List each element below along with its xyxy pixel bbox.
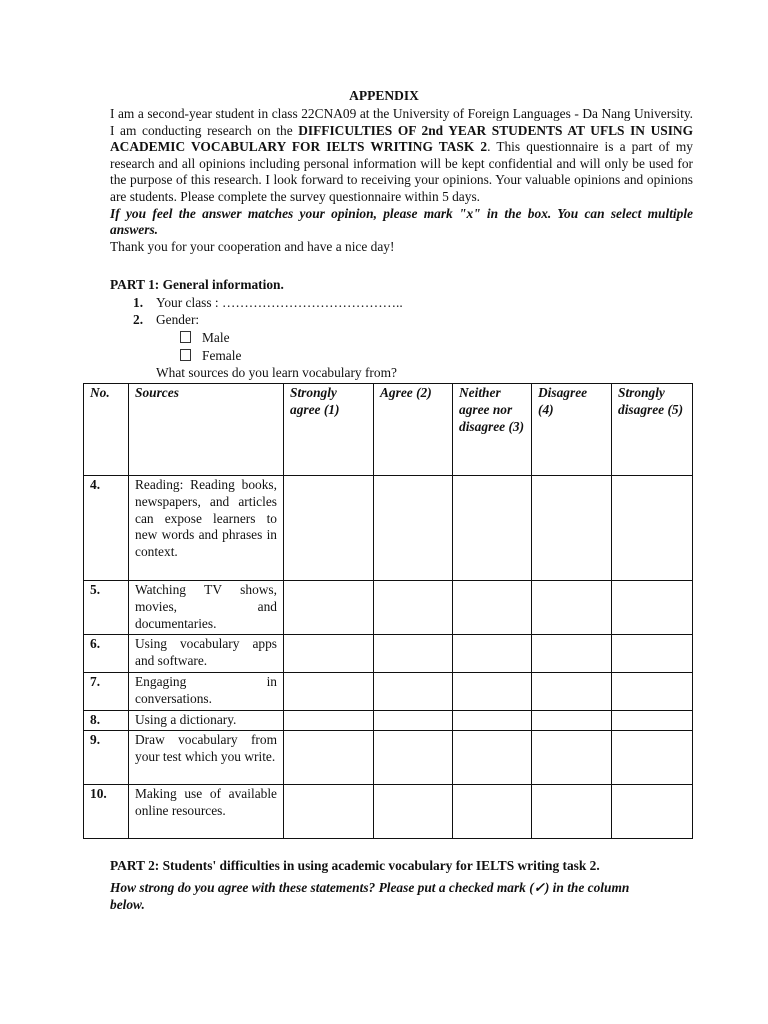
row-number: 9. <box>84 731 129 785</box>
row-source: Draw vocabulary from your test which you write. <box>129 731 284 785</box>
answer-cell[interactable] <box>374 476 453 581</box>
answer-cell[interactable] <box>612 635 693 673</box>
answer-cell[interactable] <box>612 785 693 839</box>
intro-section <box>110 106 693 255</box>
answer-cell[interactable] <box>612 711 693 731</box>
header-strongly-agree: Strongly agree (1) <box>284 384 374 476</box>
answer-cell[interactable] <box>532 581 612 635</box>
question-gender <box>133 312 199 329</box>
part2-heading: PART 2: Students' difficulties in using academic vocabulary for IELTS writing task 2. <box>110 858 600 873</box>
answer-cell[interactable] <box>284 731 374 785</box>
answer-cell[interactable] <box>453 673 532 711</box>
answer-cell[interactable] <box>453 581 532 635</box>
row-source: Engaging in conversations. <box>129 673 284 711</box>
answer-cell[interactable] <box>284 476 374 581</box>
answer-cell[interactable] <box>612 731 693 785</box>
part2-instruction: How strong do you agree with these statements? Please put a checked mark (✓) in the column below. <box>110 880 630 912</box>
table-row <box>84 731 693 785</box>
header-neither: Neither agree nor disagree (3) <box>453 384 532 476</box>
intro-paragraph <box>110 106 693 206</box>
answer-cell[interactable] <box>612 581 693 635</box>
answer-cell[interactable] <box>532 476 612 581</box>
intro-text-a: I am a second-year student in class 22CNA09 at the University of Foreign Languages - Da Nang University. I am conducting research on the <box>110 106 693 138</box>
answer-cell[interactable] <box>453 711 532 731</box>
table-row <box>84 635 693 673</box>
header-strongly-disagree: Strongly disagree (5) <box>612 384 693 476</box>
answer-cell[interactable] <box>453 635 532 673</box>
answer-cell[interactable] <box>374 785 453 839</box>
answer-cell[interactable] <box>374 673 453 711</box>
row-number: 8. <box>84 711 129 731</box>
table-row <box>84 476 693 581</box>
row-number: 7. <box>84 673 129 711</box>
gender-option-label: Female <box>202 348 242 363</box>
row-number: 10. <box>84 785 129 839</box>
table-row <box>84 673 693 711</box>
answer-cell[interactable] <box>532 785 612 839</box>
row-number: 4. <box>84 476 129 581</box>
row-source: Using a dictionary. <box>129 711 284 731</box>
answer-cell[interactable] <box>532 673 612 711</box>
question-class <box>133 295 403 312</box>
checkbox-icon[interactable] <box>180 349 191 361</box>
intro-thanks: Thank you for your cooperation and have a nice day! <box>110 238 395 254</box>
answer-cell[interactable] <box>532 731 612 785</box>
table-header-row <box>84 384 693 476</box>
answer-cell[interactable] <box>374 711 453 731</box>
question-number: 1. <box>133 295 144 310</box>
intro-text-b: . This questionnaire is a part of my research and all opinions including personal information will be kept confidential and will only be used for the purpose of this research. I look forward to receiving your opinions. Your valuable opinions and opinions are students. Please complete the survey questionnaire within 5 days. <box>110 139 693 204</box>
row-source: Reading: Reading books, newspapers, and articles can expose learners to new words and phrases in context. <box>129 476 284 581</box>
header-disagree: Disagree (4) <box>532 384 612 476</box>
answer-cell[interactable] <box>532 711 612 731</box>
answer-cell[interactable] <box>453 731 532 785</box>
header-no: No. <box>84 384 129 476</box>
question-sources: What sources do you learn vocabulary from? <box>156 365 397 380</box>
row-number: 6. <box>84 635 129 673</box>
answer-cell[interactable] <box>284 785 374 839</box>
question-gender-text: Gender: <box>156 312 200 327</box>
answer-cell[interactable] <box>284 711 374 731</box>
answer-cell[interactable] <box>374 581 453 635</box>
checkbox-icon[interactable] <box>180 331 191 343</box>
header-sources: Sources <box>129 384 284 476</box>
answer-cell[interactable] <box>612 673 693 711</box>
row-source: Making use of available online resources. <box>129 785 284 839</box>
answer-cell[interactable] <box>612 476 693 581</box>
sources-table <box>83 383 693 839</box>
answer-cell[interactable] <box>453 785 532 839</box>
question-number: 2. <box>133 312 144 327</box>
row-number: 5. <box>84 581 129 635</box>
answer-cell[interactable] <box>532 635 612 673</box>
table-row <box>84 711 693 731</box>
intro-instruction: If you feel the answer matches your opinion, please mark "x" in the box. You can select multiple answers. <box>110 205 693 238</box>
header-agree: Agree (2) <box>374 384 453 476</box>
answer-cell[interactable] <box>284 673 374 711</box>
answer-cell[interactable] <box>374 731 453 785</box>
gender-option-label: Male <box>202 330 230 345</box>
research-topic: DIFFICULTIES OF 2nd YEAR STUDENTS AT UFLS IN USING ACADEMIC VOCABULARY FOR IELTS WRITING TASK 2 <box>110 122 693 155</box>
answer-cell[interactable] <box>374 635 453 673</box>
answer-cell[interactable] <box>284 581 374 635</box>
gender-option-female[interactable] <box>180 348 241 365</box>
gender-option-male[interactable] <box>180 330 230 347</box>
question-class-text[interactable]: Your class : ………………………………….. <box>156 295 403 310</box>
answer-cell[interactable] <box>284 635 374 673</box>
part1-heading: PART 1: General information. <box>110 277 284 292</box>
appendix-title: APPENDIX <box>349 88 419 103</box>
row-source: Using vocabulary apps and software. <box>129 635 284 673</box>
answer-cell[interactable] <box>453 476 532 581</box>
table-row <box>84 785 693 839</box>
row-source: Watching TV shows, movies, and documentaries. <box>129 581 284 635</box>
table-row <box>84 581 693 635</box>
